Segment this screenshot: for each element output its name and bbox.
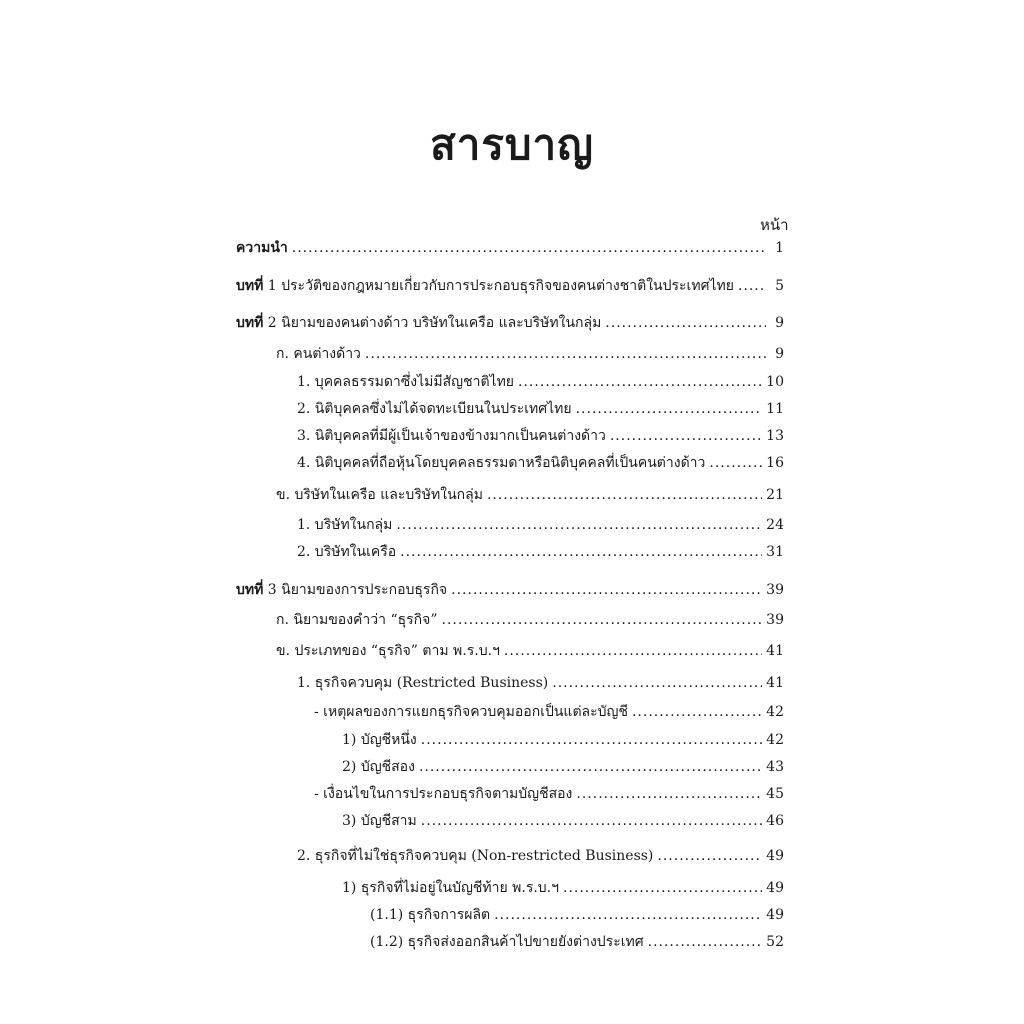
page-number: 9: [775, 346, 784, 362]
toc-entry-label: (1.2) ธุรกิจส่งออกสินค้าไปขายยังต่างประเทศ: [370, 934, 644, 950]
page-title: สารบาญ: [430, 120, 594, 169]
page-number: 41: [766, 675, 784, 691]
dot-leader: [292, 237, 766, 259]
toc-entry-label: 3) บัญชีสาม: [342, 813, 417, 829]
page-number: 16: [766, 455, 784, 471]
toc-entry-text: ความนำ: [236, 240, 288, 256]
dot-leader: [487, 484, 762, 506]
toc-entry-label: 2. บริษัทในเครือ: [297, 544, 397, 560]
toc-entry-label: 1. ธุรกิจควบคุม (Restricted Business): [297, 675, 549, 691]
page-number: 49: [766, 907, 784, 923]
page-number: 49: [766, 848, 784, 864]
toc-entry: [297, 425, 784, 447]
toc-entry: [297, 514, 784, 536]
page-number: 11: [766, 401, 784, 417]
toc-entry: [370, 931, 784, 953]
page-number: 41: [766, 643, 784, 659]
toc-entry-label: [236, 275, 734, 297]
toc-entry-label: - เหตุผลของการแยกธุรกิจควบคุมออกเป็นแต่ละบัญชี: [314, 704, 628, 720]
toc-entry: [276, 343, 784, 365]
dot-leader: [419, 756, 762, 778]
dot-leader: [552, 672, 762, 694]
dot-leader: [610, 425, 762, 447]
toc-entry-label: 2. นิติบุคคลซึ่งไม่ได้จดทะเบียนในประเทศไทย: [297, 401, 572, 417]
toc-entry: [276, 484, 784, 506]
toc-entry-label: ก. นิยามของคำว่า “ธุรกิจ”: [276, 612, 438, 628]
toc-entry-label: (1.1) ธุรกิจการผลิต: [370, 907, 491, 923]
page-number: 46: [766, 813, 784, 829]
page-number: 45: [766, 786, 784, 802]
page-number: 13: [766, 428, 784, 444]
dot-leader: [709, 452, 762, 474]
toc-entry-label: 1) ธุรกิจที่ไม่อยู่ในบัญชีท้าย พ.ร.บ.ฯ: [342, 880, 559, 896]
toc-entry: [342, 877, 784, 899]
page-number: 21: [766, 487, 784, 503]
toc-entry: [297, 452, 784, 474]
toc-entry: [342, 810, 784, 832]
dot-leader: [648, 931, 763, 953]
toc-entry-label: 1. บริษัทในกลุ่ม: [297, 517, 393, 533]
toc-entry: [297, 371, 784, 393]
dot-leader: [632, 701, 762, 723]
dot-leader: [563, 877, 762, 899]
toc-entry: [297, 398, 784, 420]
dot-leader: [400, 541, 762, 563]
toc-entry: [314, 783, 784, 805]
page-number: 43: [766, 759, 784, 775]
dot-leader: [451, 579, 762, 601]
toc-entry: [342, 756, 784, 778]
toc-entry-label: ข. ประเภทของ “ธุรกิจ” ตาม พ.ร.บ.ฯ: [276, 643, 500, 659]
toc-entry: [276, 609, 784, 631]
dot-leader: [657, 845, 762, 867]
page-number: 52: [766, 934, 784, 950]
dot-leader: [738, 275, 766, 297]
toc-entry: [236, 237, 784, 259]
page-number: 10: [766, 374, 784, 390]
page-column-header: หน้า: [760, 216, 789, 234]
page-number: 39: [766, 582, 784, 598]
toc-entry: [236, 312, 784, 334]
toc-entry-text: 1 ประวัติของกฎหมายเกี่ยวกับการประกอบธุรกิจของคนต่างชาติในประเทศไทย: [263, 278, 734, 294]
page-number: 31: [766, 544, 784, 560]
dot-leader: [494, 904, 762, 926]
toc-entry: [297, 541, 784, 563]
dot-leader: [504, 640, 762, 662]
dot-leader: [518, 371, 762, 393]
dot-leader: [421, 729, 762, 751]
toc-entry-label: [236, 579, 447, 601]
toc-entry: [297, 845, 784, 867]
toc-entry: [236, 579, 784, 601]
page-number: 42: [766, 732, 784, 748]
dot-leader: [396, 514, 762, 536]
page-number: 39: [766, 612, 784, 628]
toc-entry-label: ก. คนต่างด้าว: [276, 346, 361, 362]
page-number: 24: [766, 517, 784, 533]
toc-entry-label: 2) บัญชีสอง: [342, 759, 415, 775]
dot-leader: [605, 312, 766, 334]
dot-leader: [576, 783, 762, 805]
toc-entry: [297, 672, 784, 694]
page-number: 9: [775, 315, 784, 331]
toc-entry-label: 3. นิติบุคคลที่มีผู้เป็นเจ้าของข้างมากเป็นคนต่างด้าว: [297, 428, 606, 444]
toc-entry-text: 2 นิยามของคนต่างด้าว บริษัทในเครือ และบริษัทในกลุ่ม: [263, 315, 602, 331]
dot-leader: [421, 810, 762, 832]
toc-entry: [314, 701, 784, 723]
page-number: 1: [775, 240, 784, 256]
toc-entry-label: ข. บริษัทในเครือ และบริษัทในกลุ่ม: [276, 487, 483, 503]
page-number: 42: [766, 704, 784, 720]
toc-entry: [276, 640, 784, 662]
toc-entry-label: 1) บัญชีหนึ่ง: [342, 732, 417, 748]
toc-entry-label: 2. ธุรกิจที่ไม่ใช่ธุรกิจควบคุม (Non-restricted Business): [297, 848, 654, 864]
toc-entry-text: 3 นิยามของการประกอบธุรกิจ: [263, 582, 448, 598]
toc-entry-label: [236, 237, 288, 259]
page-number: 5: [775, 278, 784, 294]
dot-leader: [576, 398, 763, 420]
dot-leader: [442, 609, 763, 631]
toc-entry-label: 1. บุคคลธรรมดาซึ่งไม่มีสัญชาติไทย: [297, 374, 515, 390]
toc-entry-label: [236, 312, 601, 334]
toc-entry: [236, 275, 784, 297]
chapter-prefix: บทที่: [236, 315, 264, 331]
chapter-prefix: บทที่: [236, 278, 264, 294]
toc-entry-label: 4. นิติบุคคลที่ถือหุ้นโดยบุคคลธรรมดาหรือนิติบุคคลที่เป็นคนต่างด้าว: [297, 455, 706, 471]
chapter-prefix: บทที่: [236, 582, 264, 598]
dot-leader: [365, 343, 766, 365]
toc-entry: [370, 904, 784, 926]
toc-entry: [342, 729, 784, 751]
toc-entry-label: - เงื่อนไขในการประกอบธุรกิจตามบัญชีสอง: [314, 786, 573, 802]
page-number: 49: [766, 880, 784, 896]
